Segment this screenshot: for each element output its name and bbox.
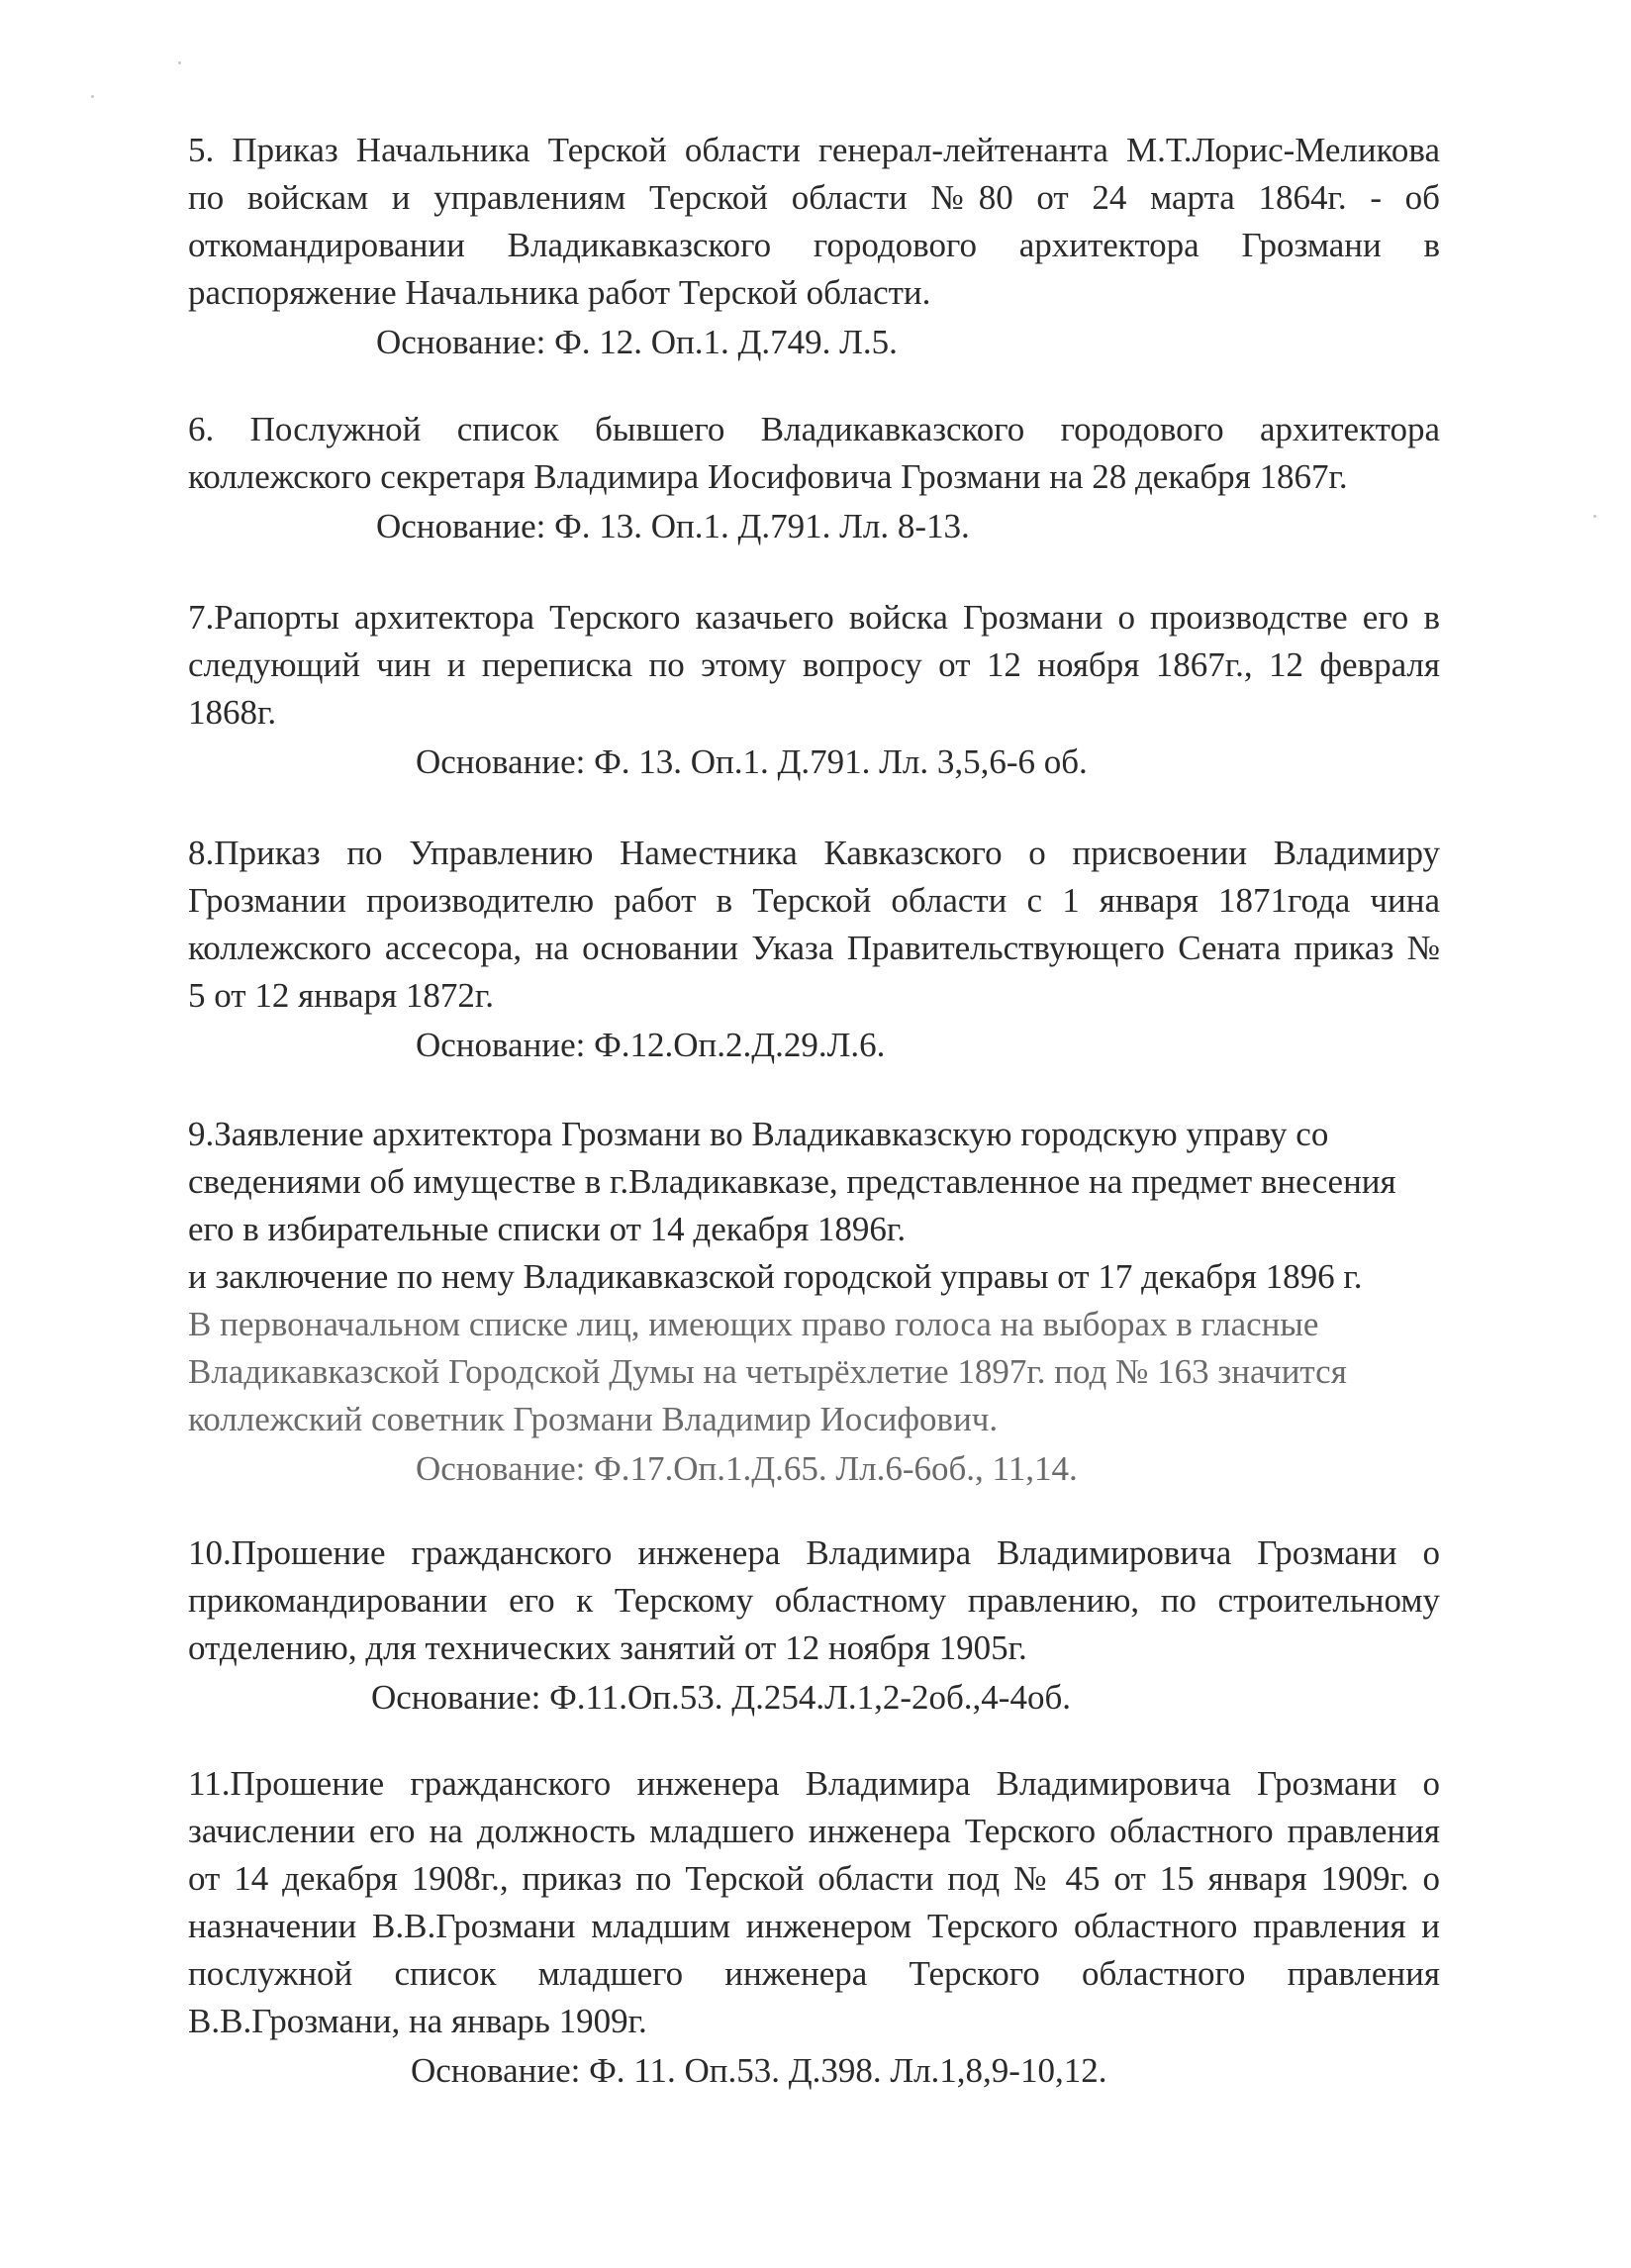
entry-11 bbox=[188, 1760, 1440, 2095]
entry-line: распоряжение Начальника работ Терской области. bbox=[188, 273, 931, 312]
entry-line: 11.Прошение гражданского инженера Владимира Владимировича Грозмани о bbox=[188, 1764, 1440, 1803]
entry-line: 9.Заявление архитектора Грозмани во Владикавказскую городскую управу со bbox=[188, 1115, 1329, 1153]
entry-line: В первоначальном списке лиц, имеющих право голоса на выборах в гласные bbox=[188, 1305, 1319, 1343]
entry-line: 6. Послужной список бывшего Владикавказского городового архитектора bbox=[188, 410, 1440, 448]
scan-speck bbox=[91, 95, 94, 98]
entry-line: 5 от 12 января 1872г. bbox=[188, 976, 495, 1015]
entry-6 bbox=[188, 406, 1440, 550]
entry-basis: Основание: Ф.12.Оп.2.Д.29.Л.6. bbox=[416, 1026, 886, 1064]
entry-line: послужной список младшего инженера Терского областного правления bbox=[188, 1954, 1440, 1993]
entry-line: и заключение по нему Владикавказской городской управы от 17 декабря 1896 г. bbox=[188, 1257, 1363, 1296]
entry-basis: Основание: Ф. 11. Оп.53. Д.398. Лл.1,8,9-10,12. bbox=[411, 2051, 1107, 2090]
entry-line: прикомандировании его к Терскому областному правлению, по строительному bbox=[188, 1581, 1440, 1620]
entry-8 bbox=[188, 830, 1440, 1069]
entry-line: коллежского ассесора, на основании Указа Правительствующего Сената приказ № bbox=[188, 929, 1440, 967]
entry-line: сведениями об имуществе в г.Владикавказе, представленное на предмет внесения bbox=[188, 1162, 1396, 1201]
entry-line: его в избирательные списки от 14 декабря 1896г. bbox=[188, 1210, 907, 1248]
entry-line: от 14 декабря 1908г., приказ по Терской области под № 45 от 15 января 1909г. о bbox=[188, 1859, 1440, 1898]
entry-line: 10.Прошение гражданского инженера Владимира Владимировича Грозмани о bbox=[188, 1533, 1440, 1572]
entry-line: Владикавказской Городской Думы на четырёхлетие 1897г. под № 163 значится bbox=[188, 1352, 1347, 1391]
scan-speck bbox=[178, 61, 181, 64]
scan-speck bbox=[1593, 515, 1596, 518]
entry-line: 8.Приказ по Управлению Наместника Кавказского о присвоении Владимиру bbox=[188, 834, 1440, 872]
entry-line: коллежского секретаря Владимира Иосифовича Грозмани на 28 декабря 1867г. bbox=[188, 457, 1348, 496]
entry-line: коллежский советник Грозмани Владимир Иосифович. bbox=[188, 1400, 999, 1438]
entry-basis: Основание: Ф. 13. Оп.1. Д.791. Лл. 8-13. bbox=[376, 507, 970, 545]
entry-basis: Основание: Ф. 13. Оп.1. Д.791. Лл. 3,5,6-6 об. bbox=[416, 742, 1088, 781]
entry-line: откомандировании Владикавказского городового архитектора Грозмани в bbox=[188, 226, 1440, 264]
entry-line: 7.Рапорты архитектора Терского казачьего войска Грозмани о производстве его в bbox=[188, 598, 1440, 637]
entry-line: зачислении его на должность младшего инженера Терского областного правления bbox=[188, 1812, 1440, 1850]
entry-line: по войскам и управлениям Терской области №80 от 24 марта 1864г. - об bbox=[188, 178, 1440, 217]
entry-line: 1868г. bbox=[188, 693, 277, 732]
entry-9 bbox=[188, 1111, 1440, 1493]
entry-line: В.В.Грозмани, на январь 1909г. bbox=[188, 2002, 647, 2040]
entry-line: следующий чин и переписка по этому вопросу от 12 ноября 1867г., 12 февраля bbox=[188, 645, 1440, 684]
entry-basis: Основание: Ф.17.Оп.1.Д.65. Лл.6-6об., 11,14. bbox=[416, 1449, 1078, 1488]
entry-line: назначении В.В.Грозмани младшим инженером Терского областного правления и bbox=[188, 1907, 1440, 1945]
entry-line: отделению, для технических занятий от 12 ноября 1905г. bbox=[188, 1628, 1027, 1667]
entry-5 bbox=[188, 127, 1440, 366]
entry-basis: Основание: Ф.11.Оп.53. Д.254.Л.1,2-2об.,4-4об. bbox=[371, 1678, 1072, 1717]
entry-line: 5. Приказ Начальника Терской области генерал-лейтенанта М.Т.Лорис-Меликова bbox=[188, 131, 1440, 169]
entry-line: Грозмании производителю работ в Терской области с 1 января 1871года чина bbox=[188, 881, 1440, 920]
entry-7 bbox=[188, 594, 1440, 786]
entry-basis: Основание: Ф. 12. Оп.1. Д.749. Л.5. bbox=[376, 323, 898, 361]
entry-10 bbox=[188, 1529, 1440, 1722]
